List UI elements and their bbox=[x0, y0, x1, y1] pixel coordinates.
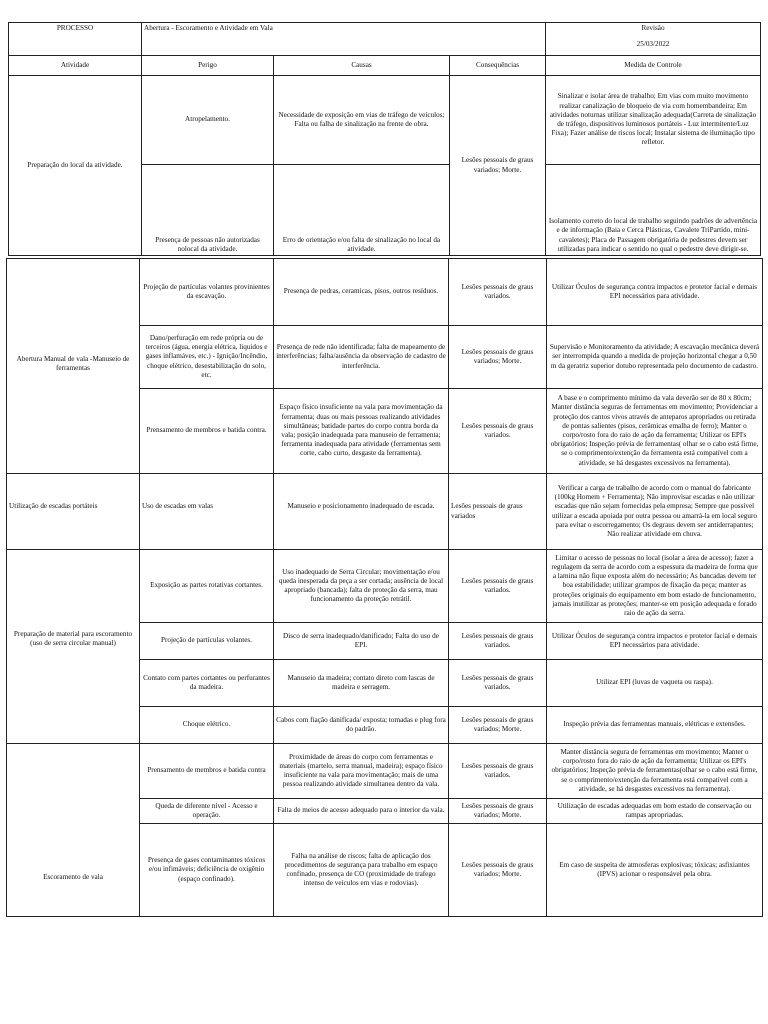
consequencia-cell: Lesões pessoais de graus variados. bbox=[449, 389, 547, 474]
consequencia-cell: Lesões pessoais de graus variados bbox=[449, 474, 547, 550]
consequencia-cell: Lesões pessoais de graus variados; Morte. bbox=[449, 824, 547, 917]
perigo-cell: Exposição as partes rotativas cortantes. bbox=[140, 550, 274, 623]
atividade-cell: Preparação de material para escoramento (uso de serra circular manual) bbox=[7, 550, 140, 744]
column-header-causas: Causas bbox=[274, 56, 450, 76]
medida-cell: Em caso de suspeita de atmosferas explosivas; tóxicas; asfixiantes (IPVS) acionar o responsável pela obra. bbox=[547, 824, 763, 917]
revisao-label: Revisão bbox=[641, 24, 665, 32]
medida-cell: Utilização de escadas adequadas em bom estado de conservação ou rampas apropriadas. bbox=[547, 799, 763, 824]
table-row bbox=[7, 474, 763, 550]
consequencia-cell: Lesões pessoais de graus variados. bbox=[449, 550, 547, 623]
perigo-cell: Prensamento de membros e batida contra. bbox=[140, 389, 274, 474]
risk-table-main bbox=[6, 258, 763, 917]
perigo-cell: Projeção de partículas volantes. bbox=[140, 623, 274, 660]
perigo-cell: Choque elétrico. bbox=[140, 707, 274, 744]
causa-cell: Presença de rede não identificada; falta de mapeamento de interferências; falha/ausência da observação de cadastro de interferência. bbox=[274, 326, 449, 389]
causa-cell: Falha na análise de riscos; falta de aplicação dos procedimentos de segurança para trabalho em espaço confinado, presença de CO (proximidade de trafego intenso de veículos em vias e rodovias). bbox=[274, 824, 449, 917]
medida-cell: Verificar a carga de trabalho de acordo com o manual do fabricante (100kg Homem + Ferramenta); Não improvisar escadas e não utilizar escadas que não sejam fornecidas pela empresa; Sempre que possível utilizar a escada apoiada por outra pessoa ou amarrá-la em local seguro para evitar o escorregamento; Os degraus devem ser antiderrapantes; Não realizar atividade em chuva. bbox=[547, 474, 763, 550]
medida-cell: Utilizar Óculos de segurança contra impactos e protetor facial e demais EPI necessários para atividade. bbox=[547, 623, 763, 660]
medida-cell: Utilizar Óculos de segurança contra impactos e protetor facial e demais EPI necessários para atividade. bbox=[547, 259, 763, 326]
header-row-processo bbox=[9, 23, 761, 56]
table-row bbox=[7, 259, 763, 326]
causa-cell: Manuseio da madeira; contato direto com lascas de madeira e serragem. bbox=[274, 660, 449, 707]
revisao-cell bbox=[546, 23, 761, 56]
atividade-cell: Preparação do local da atividade. bbox=[9, 76, 142, 256]
processo-label: PROCESSO bbox=[9, 23, 142, 56]
column-header-perigo: Perigo bbox=[142, 56, 274, 76]
table-row bbox=[7, 744, 763, 799]
medida-cell: Supervisão e Monitoramento da atividade; A escavação mecânica deverá ser interrompida quando a medida de projeção horizontal chegar a 0,50 m da geratriz superior dotubo representada pelo documento de cadastro. bbox=[547, 326, 763, 389]
medida-cell: Sinalizar e isolar área de trabalho; Em vias com muito movimento realizar canalização de bloqueio de via com homembandeira; Em atividades noturnas utilizar sinalização adequada(Carreta de sinalização de tráfego, dispositivos luminosos portáteis - Luz intermitente/Luz Fixa); Fazer análise de riscos local; Instalar sistema de iluminação tipo refletor. bbox=[546, 76, 761, 165]
causa-cell: Erro de orientação e/ou falta de sinalização no local da atividade. bbox=[274, 165, 450, 256]
causa-cell: Disco de serra inadequado/danificado; Falta do uso de EPI. bbox=[274, 623, 449, 660]
causa-cell: Necessidade de exposição em vias de tráfego de veículos; Falta ou falha de sinalização na frente de obra. bbox=[274, 76, 450, 165]
column-header-row bbox=[9, 56, 761, 76]
atividade-cell: Escoramento de vala bbox=[7, 744, 140, 917]
consequencia-cell: Lesões pessoais de graus variados. bbox=[449, 660, 547, 707]
perigo-cell: Queda de diferente nível - Acesso e operação. bbox=[140, 799, 274, 824]
consequencia-cell: Lesões pessoais de graus variados. bbox=[449, 259, 547, 326]
perigo-cell: Contato com partes cortantes ou perfurantes da madeira. bbox=[140, 660, 274, 707]
causa-cell: Proximidade de áreas do corpo com ferramentas e materiais (martelo, serra manual, madeira); espaço físico insuficiente na vala para movimentação; mais de uma pessoa realizando atividade simultanea dentro da vala. bbox=[274, 744, 449, 799]
medida-cell: Utilizar EPI (luvas de vaqueta ou raspa). bbox=[547, 660, 763, 707]
table-row bbox=[9, 76, 761, 165]
consequencia-cell: Lesões pessoais de graus variados. bbox=[449, 744, 547, 799]
perigo-cell: Projeção de partículas volantes provinientes da escavação. bbox=[140, 259, 274, 326]
causa-cell: Presença de pedras, ceramicas, pisos, outros resíduos. bbox=[274, 259, 449, 326]
consequencia-cell: Lesões pessoais de graus variados; Morte. bbox=[450, 76, 546, 256]
processo-value: Abertura - Escoramento e Atividade em Vala bbox=[142, 23, 546, 56]
consequencia-cell: Lesões pessoais de graus variados; Morte. bbox=[449, 707, 547, 744]
column-header-consequencias: Consequências bbox=[450, 56, 546, 76]
perigo-cell: Dano/perfuração em rede própria ou de terceiros (água, energia elétrica, liquidos e gases inflamáves, etc.) - Ignição/Incêndio, choque elétrico, desestabilização do solo, etc. bbox=[140, 326, 274, 389]
atividade-cell: Utilização de escadas portáteis bbox=[7, 474, 140, 550]
medida-cell: Manter distância segura de ferramentas em movimento; Manter o corpo/rosto fora do raio de ação da ferramenta; Utilizar os EPI's obrigatórios; Inspeção prévia de ferramentas(olhar se o cabo está firme, se o comprimento/extenção da ferramenta está compatível com a atividade, se há desgastes excessivos na ferramenta). bbox=[547, 744, 763, 799]
perigo-cell: Presença de gases contaminantes tóxicos e/ou infimáveis; deficiência de oxigênio (espaço confinado). bbox=[140, 824, 274, 917]
medida-cell: Inspeção prévia das ferramentas manuais, elétricas e extensões. bbox=[547, 707, 763, 744]
perigo-cell: Presença de pessoas não autorizadas nolocal da atividade. bbox=[142, 165, 274, 256]
medida-cell: Isolamento correto do local de trabalho seguindo padrões de advertência e de informação (Baia e Cerca Plásticas, Cavalete TriPartido, mini- cavaletes); Placa de Passagem obrigatória de pedestres devem ser utilizadas para indicar o sentido no qual o pedestre deve dirigir-se. bbox=[546, 165, 761, 256]
causa-cell: Falta de meios de acesso adequado para o interior da vala. bbox=[274, 799, 449, 824]
medida-cell: Limitar o acesso de pessoas no local (isolar a área de acesso); fazer a regulagem da serra de acordo com a espessura da madeira de forma que a lamina não fique exposta além do necessário; As bancadas devem ter boa estabilidade; utilizar grampos de fixação da peça; manter as proteções originais do equipamento em bom estado de funcionamento, jamais inutilizar as proteções; manter-se em posição adequada e forado raio de ação da serra. bbox=[547, 550, 763, 623]
causa-cell: Cabos com fiação danificada/ exposta; tomadas e plug fora do padrão. bbox=[274, 707, 449, 744]
column-header-medida: Medida de Controle bbox=[546, 56, 761, 76]
table-row bbox=[7, 550, 763, 623]
perigo-cell: Prensamento de membros e batida contra bbox=[140, 744, 274, 799]
medida-cell: A base e o comprimento mínimo da vala deverão ser de 80 x 80cm; Manter distância seguras de ferramentas em movimento; Providenciar a proteção dos cantos vivos através de anteparos apropriados ou retirada de pontas salientes (pisos, cerâmicas emalha de ferro); Manter o corpo/rosto fora do raio de ação da ferramenta; Utilizar os EPI's obrigatórios; Inspeção prévia de ferramentas( olhar se o cabo está firme, se o comprimento/extenção da ferramenta está compatível com a atividade, se há desgastes excessivos na ferramenta). bbox=[547, 389, 763, 474]
risk-table-top bbox=[8, 22, 761, 256]
column-header-atividade: Atividade bbox=[9, 56, 142, 76]
causa-cell: Uso inadequado de Serra Circular; movimentação e/ou queda inesperada da peça a ser cortada; ausência de local apropriado (bancada); falta de proteção da serra, mau funcionamento da proteção retrátil. bbox=[274, 550, 449, 623]
perigo-cell: Atropelamento. bbox=[142, 76, 274, 165]
consequencia-cell: Lesões pessoais de graus variados; Morte. bbox=[449, 799, 547, 824]
causa-cell: Espaço físico insuficiente na vala para movimentação da ferramenta; duas ou mais pessoas realizando atividades simultâneas; batidade partes do corpo contra borda da vala; posição inadequada para manuseio de ferramenta; ferramenta inadequada para atividade (ferramentas sem corte, cabo curto, desgaste da ferramenta). bbox=[274, 389, 449, 474]
revisao-date: 25/03/2022 bbox=[636, 40, 670, 49]
causa-cell: Manuseio e posicionamento inadequado de escada. bbox=[274, 474, 449, 550]
consequencia-cell: Lesões pessoais de graus variados; Morte. bbox=[449, 326, 547, 389]
perigo-cell: Uso de escadas em valas bbox=[140, 474, 274, 550]
atividade-cell: Abertura Manual de vala -Manuseio de ferramentas bbox=[7, 259, 140, 474]
consequencia-cell: Lesões pessoais de graus variados. bbox=[449, 623, 547, 660]
